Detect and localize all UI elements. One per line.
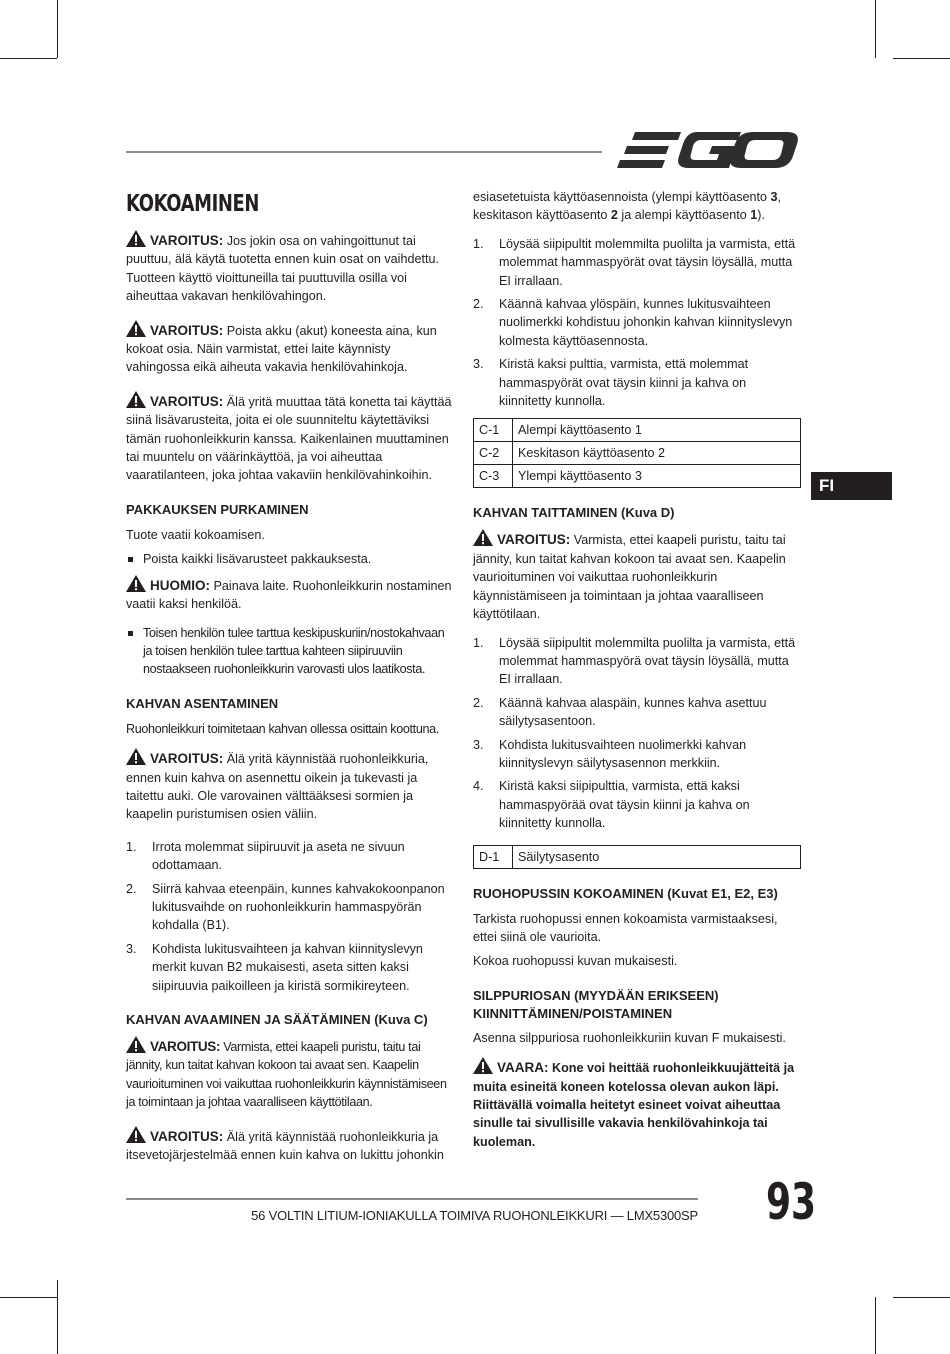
step-item — [473, 235, 801, 290]
table-row — [474, 419, 801, 442]
warning-block — [126, 748, 454, 824]
section-heading-handle-open: KAHVAN AVAAMINEN JA SÄÄTÄMINEN (Kuva C) — [126, 1012, 428, 1027]
step-number: 2. — [473, 695, 484, 710]
warning-icon — [473, 529, 493, 546]
step-number: 2. — [126, 881, 137, 896]
warning-text: Jos jokin osa on vahingoittunut tai puuttuu, älä käytä tuotetta ennen kuin osat on vaihdettu. Tuotteen käyttö vioittuneilla tai puuttuvilla osilla voi aiheuttaa vakavan henkilövahingon. — [126, 234, 439, 304]
step-text: Löysää siipipultit molemmilta puolilta ja varmista, että molemmat hammaspyörät ovat täysin löysällä, mutta EI irrallaan. — [499, 236, 796, 288]
crop-mark — [875, 0, 876, 58]
warning-icon — [126, 391, 146, 408]
crop-mark — [875, 1297, 876, 1354]
warning-text: Älä yritä käynnistää ruohonleikkuria, ennen kuin kahva on asennettu oikein ja tukevasti ja taitettu auki. Ole varovainen välttääksesi sormien ja kaapelin puristumisen osien väliin. — [126, 752, 429, 822]
warning-text: Varmista, ettei kaapeli puristu, taitu tai jännity, kun taitat kahvan kokoon tai avaat sen. Kaapelin vaurioituminen voi vaikuttaa ruohonleikkurin käynnistämiseen ja toimintaan ja johtaa vaaralliseen käyttötilaan. — [126, 1040, 447, 1110]
paragraph: Asenna silppuriosa ruohonleikkuriin kuvan F mukaisesti. — [473, 1030, 786, 1045]
bullet-list — [126, 624, 454, 679]
table-cell-code: D-1 — [474, 845, 513, 868]
section-heading-handle-fold: KAHVAN TAITTAMINEN (Kuva D) — [473, 505, 675, 521]
table-row — [474, 465, 801, 488]
step-item — [126, 880, 454, 935]
step-number: 2. — [473, 297, 484, 312]
step-number: 3. — [473, 737, 484, 752]
warning-label: VAROITUS: — [150, 1039, 221, 1054]
table-cell-code: C-2 — [474, 442, 513, 465]
bullet-icon — [128, 557, 133, 562]
step-item — [126, 838, 454, 875]
step-text: Irrota molemmat siipiruuvit ja aseta ne sivuun odottamaan. — [152, 839, 405, 873]
notice-text: Painava laite. Ruohonleikkurin nostaminen vaatii kaksi henkilöä. — [126, 578, 452, 612]
crop-mark — [57, 1280, 58, 1354]
warning-label: VAROITUS: — [150, 322, 224, 338]
warning-block — [126, 391, 454, 485]
crop-mark — [893, 1297, 950, 1298]
step-text: Käännä kahvaa ylöspäin, kunnes lukitusvaihteen nuolimerkki kohdistuu johonkin kahvan kiinnityslevyn kolmesta käyttöasennosta. — [499, 297, 793, 348]
warning-block — [126, 1036, 454, 1112]
text-run: ja alempi käyttöasento — [617, 208, 751, 223]
step-text: Kiristä kaksi siipipulttia, varmista, että kaksi hammaspyörää ovat täysin kiinni ja kahva on kiinnitetty kunnolla. — [499, 779, 750, 831]
left-column — [126, 190, 454, 1178]
reference-table-d — [473, 845, 801, 869]
step-item — [473, 736, 801, 773]
text-run: esiasetetuista käyttöasennoista (ylempi käyttöasento — [473, 190, 771, 204]
heading-line: KIINNITTÄMINEN/POISTAMINEN — [473, 1005, 673, 1021]
danger-label: VAARA: — [497, 1060, 549, 1076]
section-heading-mulcher — [473, 987, 801, 1023]
step-text: Kohdista lukitusvaihteen ja kahvan kiinnityslevyn merkit kuvan B2 mukaisesti, aseta sitten kaksi siipiruuvia paikoilleen ja kiristä sormikireyteen. — [152, 941, 423, 993]
step-list — [473, 634, 801, 833]
warning-block — [126, 320, 454, 377]
step-number: 1. — [473, 236, 484, 251]
language-tab: FI — [811, 472, 892, 500]
step-list — [473, 235, 801, 411]
text-run: ). — [757, 208, 765, 223]
step-number: 1. — [126, 839, 137, 854]
page-number: 93 — [766, 1173, 817, 1231]
step-text: Käännä kahvaa alaspäin, kunnes kahva asettuu säilytysasentoon. — [499, 695, 767, 729]
paragraph: Kokoa ruohopussi kuvan mukaisesti. — [473, 954, 678, 969]
step-number: 4. — [473, 779, 484, 794]
step-item — [126, 940, 454, 995]
warning-icon — [126, 230, 146, 247]
crop-mark — [0, 1297, 57, 1298]
list-item — [126, 550, 454, 568]
page-title: KOKOAMINEN — [126, 191, 260, 217]
table-cell-label: Ylempi käyttöasento 3 — [513, 465, 801, 488]
step-list — [126, 838, 454, 995]
step-item — [473, 634, 801, 689]
table-row — [474, 442, 801, 465]
step-text: Kiristä kaksi pulttia, varmista, että molemmat hammaspyörät ovat täysin kiinni ja kahva on kiinnitetty kunnolla. — [499, 357, 749, 409]
warning-block — [473, 529, 801, 623]
warning-label: VAROITUS: — [150, 233, 224, 248]
section-heading-handle-install: KAHVAN ASENTAMINEN — [126, 695, 279, 711]
warning-text: Älä yritä muuttaa tätä konetta tai käyttää siinä lisävarusteita, joita ei ole suunniteltu käytettäviksi tämän ruohonleikkurin kanssa. Kaikenlainen muuttaminen tai muuntelu on väärinkäyttöä, ja voi aiheuttaa vaaratilanteen, joka johtaa vakaviin henkilövahinkoihin. — [126, 394, 452, 483]
step-text: Kohdista lukitusvaihteen nuolimerkki kahvan kiinnityslevyn säilytysasennon merkkiin. — [499, 737, 747, 770]
warning-label: VAROITUS: — [150, 393, 224, 409]
list-item-text: Poista kaikki lisävarusteet pakkauksesta. — [143, 552, 372, 567]
position-number: 3 — [770, 190, 778, 204]
warning-icon — [126, 1036, 146, 1053]
step-text: Siirrä kahvaa eteenpäin, kunnes kahvakokoonpanon lukitusvaihde on ruohonleikkurin hammaspyörän kohdalla (B1). — [152, 881, 445, 933]
right-column — [473, 188, 801, 1165]
crop-mark — [57, 0, 58, 58]
step-number: 3. — [473, 357, 484, 372]
table-cell-label: Alempi käyttöasento 1 — [513, 419, 801, 442]
warning-label: VAROITUS: — [150, 751, 224, 767]
heading-line: SILPPURIOSAN (MYYDÄÄN ERIKSEEN) — [473, 987, 719, 1003]
section-heading-unpacking: PAKKAUKSEN PURKAMINEN — [126, 501, 309, 517]
warning-block — [126, 230, 454, 306]
notice-label: HUOMIO: — [150, 577, 210, 593]
warning-icon — [473, 1057, 493, 1074]
position-number: 2 — [610, 208, 618, 223]
warning-text: Älä yritä käynnistää ruohonleikkuria ja itsevetojärjestelmää ennen kuin kahva on lukittu johonkin — [126, 1129, 444, 1163]
list-item-text: Toisen henkilön tulee tarttua keskipuskuriin/nostokahvaan ja toisen henkilön tulee tarttua kahteen siipiruuviin nostaakseen ruohonleikkurin varovasti ulos laatikosta. — [143, 625, 445, 677]
warning-icon — [126, 1126, 146, 1143]
table-cell-label: Keskitason käyttöasento 2 — [513, 442, 801, 465]
section-heading-grass-bag: RUOHOPUSSIN KOKOAMINEN (Kuvat E1, E2, E3) — [473, 885, 778, 901]
footer-product-title: 56 VOLTIN LITIUM-IONIAKULLA TOIMIVA RUOHONLEIKKURI — LMX5300SP — [251, 1208, 698, 1223]
continued-paragraph — [473, 188, 801, 225]
danger-block — [473, 1057, 801, 1151]
warning-label: VAROITUS: — [150, 1128, 224, 1144]
paragraph: Tuote vaatii kokoamisen. — [126, 527, 265, 542]
crop-mark — [0, 58, 57, 59]
step-item — [473, 694, 801, 731]
position-number: 1 — [750, 208, 758, 223]
table-cell-label: Säilytysasento — [513, 845, 801, 868]
warning-icon — [126, 320, 146, 337]
warning-icon — [126, 575, 146, 592]
table-row — [474, 845, 801, 868]
table-cell-code: C-3 — [474, 465, 513, 488]
step-number: 1. — [473, 635, 484, 650]
warning-label: VAROITUS: — [497, 532, 571, 548]
warning-block — [126, 1126, 454, 1165]
step-number: 3. — [126, 941, 137, 956]
warning-text: Varmista, ettei kaapeli puristu, taitu tai jännity, kun taitat kahvan kokoon tai avaat sen. Kaapelin vaurioituminen voi vaikuttaa ruohonleikkurin käynnistämiseen ja toimintaan ja johtaa vaaralliseen käyttötilaan. — [473, 533, 786, 622]
warning-text: Poista akku (akut) koneesta aina, kun kokoat osia. Näin varmistat, ettei laite käynnisty vahingossa eikä aiheuta vakavia henkilövahinkoja. — [126, 323, 437, 375]
step-text: Löysää siipipultit molemmilta puolilta ja varmista, että molemmat hammaspyörä ovat täysin löysällä, mutta EI irrallaan. — [499, 635, 796, 687]
text-run: , keskitason käyttöasento — [473, 190, 782, 223]
table-cell-code: C-1 — [474, 419, 513, 442]
warning-icon — [126, 748, 146, 765]
header-rule — [126, 151, 602, 153]
bullet-list — [126, 550, 454, 568]
list-item — [126, 624, 454, 679]
step-item — [473, 295, 801, 350]
ego-logo — [617, 128, 799, 177]
paragraph: Tarkista ruohopussi ennen kokoamista varmistaaksesi, ettei siinä ole vaurioita. — [473, 911, 778, 944]
footer-rule — [126, 1198, 698, 1200]
notice-block — [126, 575, 454, 614]
step-item — [473, 777, 801, 832]
reference-table-c — [473, 418, 801, 488]
danger-text: Kone voi heittää ruohonleikkuujätteitä ja muita esineitä koneen kotelossa olevan aukon läpi. Riittävällä voimalla heitetyt esineet voivat aiheuttaa sinulle tai sivullisille vakavia henkilövahinkoja tai kuoleman. — [473, 1061, 795, 1149]
crop-mark — [893, 58, 950, 59]
step-item — [473, 355, 801, 410]
paragraph: Ruohonleikkuri toimitetaan kahvan ollessa osittain koottuna. — [126, 721, 439, 736]
bullet-icon — [128, 631, 133, 636]
